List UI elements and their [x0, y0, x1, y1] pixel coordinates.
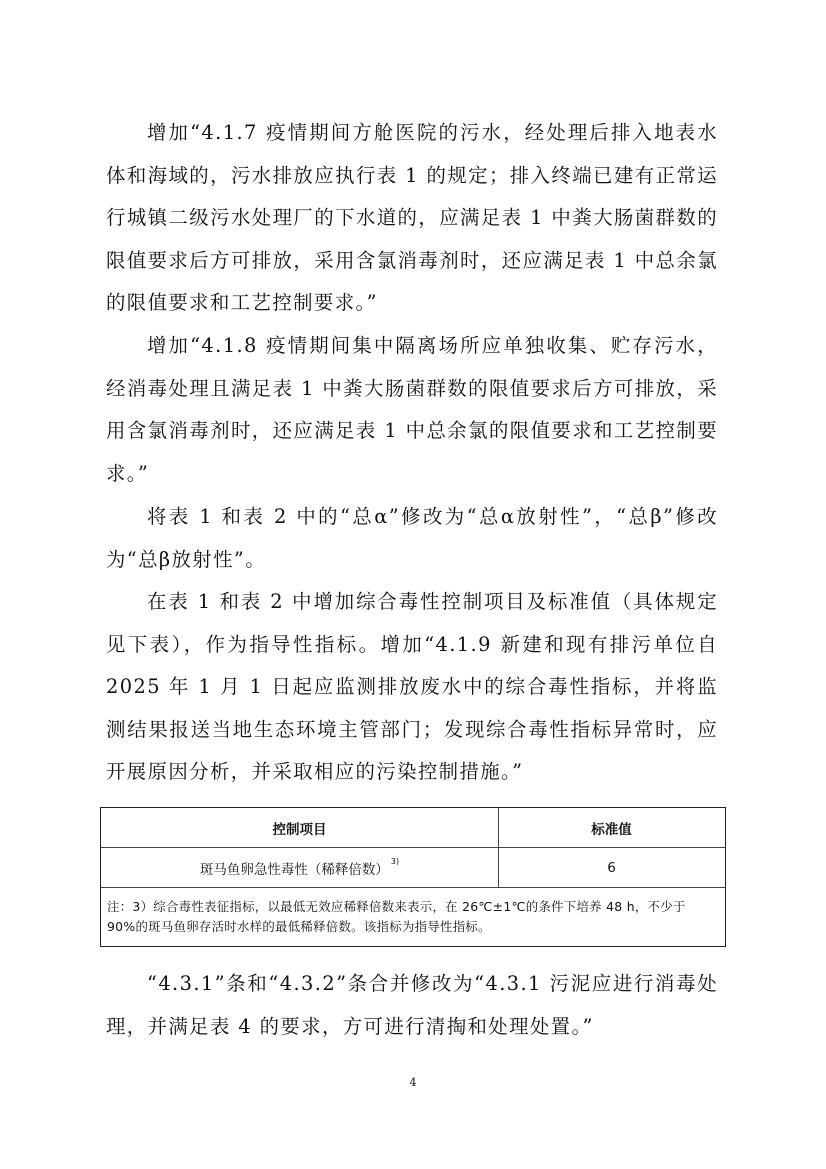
- paragraph-clause-4-1-7: 增加“4.1.7 疫情期间方舱医院的污水，经处理后排入地表水体和海域的，污水排放应执行表 1 的规定；排入终端已建有正常运行城镇二级污水处理厂的下水道的，应满足表 1 中粪大肠菌群数的限值要求后方可排放，采用含氯消毒剂时，还应满足表 1 中总余氯的限值要求和工艺控制要求。”: [106, 121, 718, 314]
- paragraph-radioactivity-rename: 将表 1 和表 2 中的“总α”修改为“总α放射性”，“总β”修改为“总β放射性”。: [106, 505, 718, 571]
- page-number: 4: [409, 1076, 417, 1089]
- paragraph-clause-4-3-1: “4.3.1”条和“4.3.2”条合并修改为“4.3.1 污泥应进行消毒处理，并满足表 4 的要求，方可进行清掏和处理处置。”: [106, 972, 718, 1038]
- toxicity-table: [100, 807, 726, 947]
- footnote-marker: 3): [390, 857, 400, 866]
- table-cell-item-text: 斑马鱼卵急性毒性（稀释倍数）: [199, 861, 389, 878]
- table-header-value: 标准值: [591, 821, 632, 838]
- table-cell-value: 6: [607, 859, 616, 876]
- table-note-row: [101, 888, 725, 946]
- table-header-item: 控制项目: [101, 808, 499, 847]
- table-cell-item: [101, 848, 499, 887]
- paragraph-clause-4-1-8: 增加“4.1.8 疫情期间集中隔离场所应单独收集、贮存污水，经消毒处理且满足表 1 中粪大肠菌群数的限值要求后方可排放，采用含氯消毒剂时，还应满足表 1 中总余氯的限值要求和工艺控制要求。”: [106, 334, 718, 485]
- table-note: 注：3）综合毒性表征指标，以最低无效应稀释倍数来表示，在 26℃±1℃的条件下培养 48 h，不少于 90%的斑马鱼卵存活时水样的最低稀释倍数。该指标为指导性指标。: [107, 899, 686, 934]
- table-row: [101, 848, 725, 888]
- paragraph-clause-4-1-9: 在表 1 和表 2 中增加综合毒性控制项目及标准值（具体规定见下表），作为指导性指标。增加“4.1.9 新建和现有排污单位自 2025 年 1 月 1 日起应监测排放废水中的综合毒性指标，并将监测结果报送当地生态环境主管部门；发现综合毒性指标异常时，应开展原因分析，并采取相应的污染控制措施。”: [106, 590, 718, 783]
- table-header-row: [101, 808, 725, 848]
